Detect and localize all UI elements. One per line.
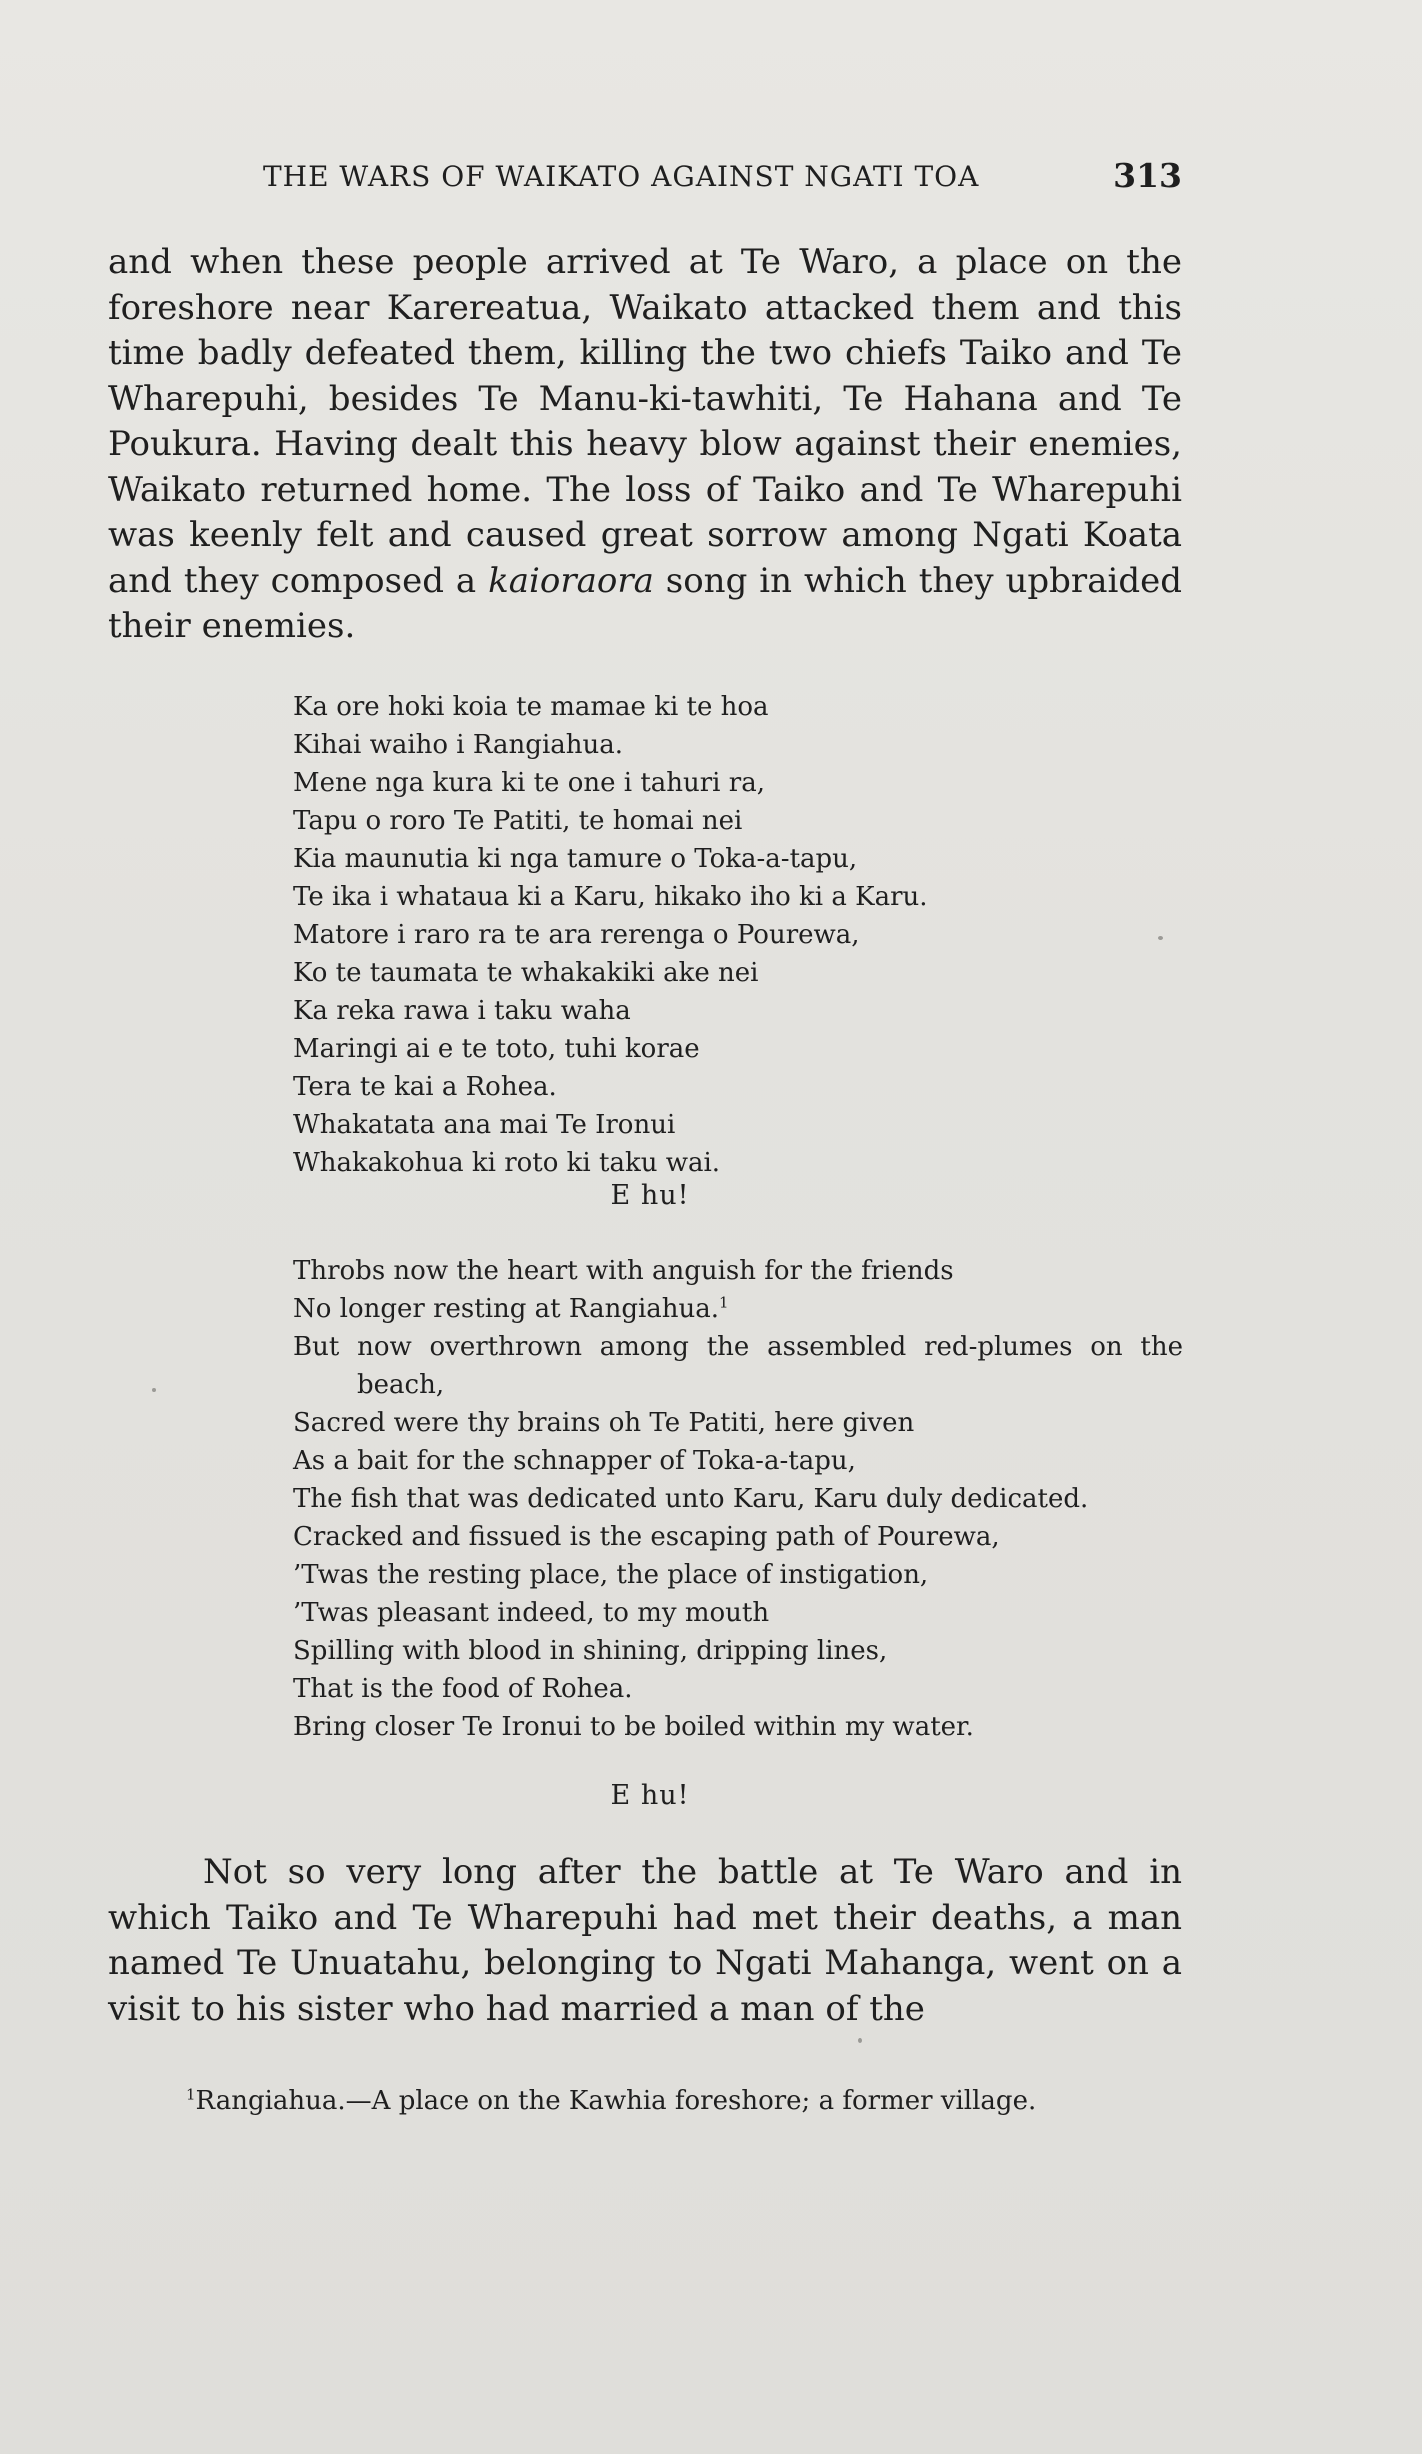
page-number: 313 — [1113, 156, 1182, 195]
verse-line: Throbs now the heart with anguish for the friends — [293, 1256, 954, 1286]
verse-line: Kihai waiho i Rangiahua. — [293, 730, 624, 760]
maori-verse — [293, 688, 1183, 1182]
verse-line: ’Twas pleasant indeed, to my mouth — [293, 1598, 770, 1628]
verse-line: Maringi ai e te toto, tuhi korae — [293, 1034, 700, 1064]
verse-line: Matore i raro ra te ara rerenga o Pourewa, — [293, 920, 860, 950]
verse-line: Sacred were thy brains oh Te Patiti, here given — [293, 1408, 915, 1438]
verse-line: Ka reka rawa i taku waha — [293, 996, 631, 1026]
verse-line: Kia maunutia ki nga tamure o Toka-a-tapu, — [293, 844, 858, 874]
verse-line: Cracked and fissued is the escaping path of Pourewa, — [293, 1522, 1000, 1552]
paper-speck — [1158, 936, 1163, 940]
paper-speck — [152, 1388, 156, 1392]
verse-line-text: No longer resting at Rangiahua. — [293, 1294, 720, 1324]
verse-line: ’Twas the resting place, the place of instigation, — [293, 1560, 929, 1590]
paragraph-1 — [108, 240, 1182, 650]
verse-line: That is the food of Rohea. — [293, 1674, 633, 1704]
page-header — [108, 152, 1182, 202]
verse-line: Ka ore hoki koia te mamae ki te hoa — [293, 692, 769, 722]
verse-line: Mene nga kura ki te one i tahuri ra, — [293, 768, 765, 798]
verse-line — [293, 1290, 1183, 1328]
verse-line: Spilling with blood in shining, dripping lines, — [293, 1636, 888, 1666]
verse-line: Tera te kai a Rohea. — [293, 1072, 557, 1102]
verse-line: But now overthrown among the assembled red-plumes on the beach, — [293, 1332, 1183, 1400]
verse-line: The fish that was dedicated unto Karu, Karu duly dedicated. — [293, 1484, 1089, 1514]
paragraph-1-text-end: song in which they upbraided their enemies. — [108, 560, 1182, 646]
verse-line: Bring closer Te Ironui to be boiled within my water. — [293, 1712, 974, 1742]
footnote-mark: 1 — [186, 2085, 196, 2104]
running-head: THE WARS OF WAIKATO AGAINST NGATI TOA — [263, 160, 980, 193]
footnote — [108, 2082, 1182, 2120]
paragraph-1-text: and when these people arrived at Te Waro, a place on the foreshore near Karereatua, Waikato attacked them and this time badly defeated them, killing the two chiefs Taiko and Te Wharepuhi, besides Te Manu-ki-tawhiti, Te Hahana and Te Poukura. Having dealt this heavy blow against their enemies, Waikato returned home. The loss of Taiko and Te Wharepuhi was keenly felt and caused great sorrow among Ngati Koata and they composed a — [108, 242, 1182, 601]
verse-line: Tapu o roro Te Patiti, te homai nei — [293, 806, 743, 836]
verse-line: Te ika i whataua ki a Karu, hikako iho ki a Karu. — [293, 882, 928, 912]
english-verse — [293, 1252, 1183, 1746]
footnote-reference: 1 — [719, 1293, 729, 1312]
paper-speck — [858, 2038, 862, 2043]
verse-line: As a bait for the schnapper of Toka-a-tapu, — [293, 1446, 856, 1476]
verse-line: Whakatata ana mai Te Ironui — [293, 1110, 676, 1140]
footnote-text: Rangiahua.—A place on the Kawhia foreshore; a former village. — [195, 2086, 1037, 2116]
english-refrain: E hu! — [610, 1780, 690, 1811]
paragraph-2: Not so very long after the battle at Te Waro and in which Taiko and Te Wharepuhi had met their deaths, a man named Te Unuatahu, belonging to Ngati Mahanga, went on a visit to his sister who had married a man of the — [108, 1852, 1182, 2029]
song-type-term: kaioraora — [488, 560, 654, 601]
verse-line: Whakakohua ki roto ki taku wai. — [293, 1148, 721, 1178]
maori-refrain: E hu! — [610, 1180, 690, 1211]
verse-line: Ko te taumata te whakakiki ake nei — [293, 958, 759, 988]
